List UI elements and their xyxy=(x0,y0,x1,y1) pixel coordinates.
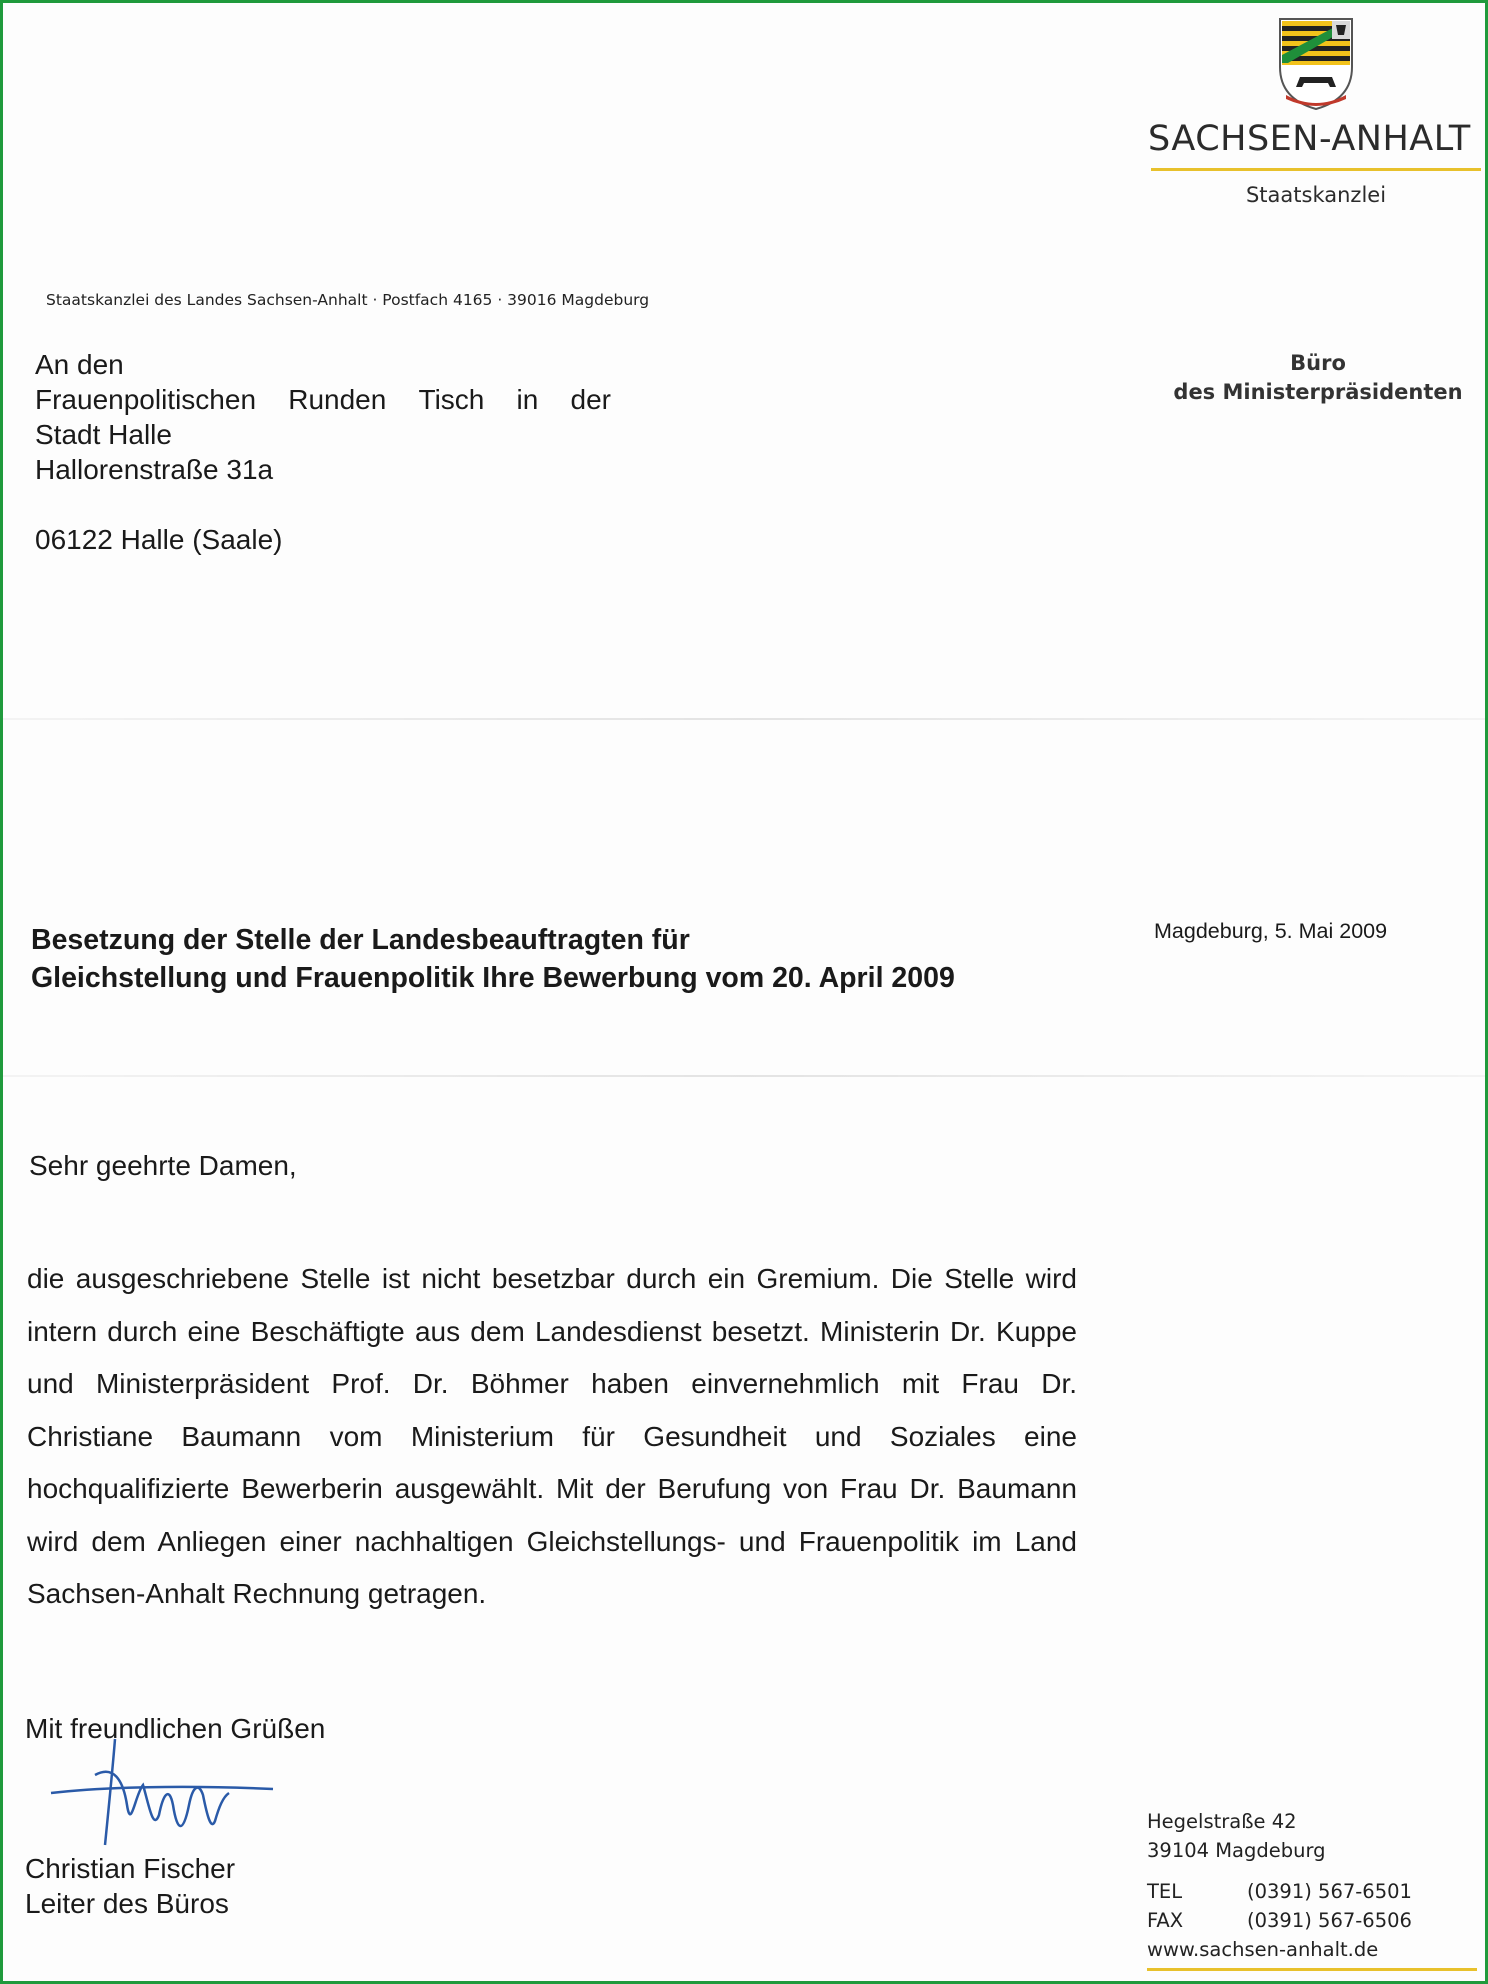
signer-name: Christian Fischer xyxy=(25,1853,236,1884)
tel-value: (0391) 567-6501 xyxy=(1247,1880,1412,1903)
letter-body: die ausgeschriebene Stelle ist nicht besetzbar durch ein Gremium. Die Stelle wird intern durch eine Beschäftigte aus dem Landesdienst besetzt. Ministerin Dr. Kuppe und Ministerpräsident Prof. Dr. Böhmer haben einvernehmlich mit Frau Dr. Christiane Baumann vom Ministerium für Gesundheit und Soziales eine hochqualifizierte Bewerberin ausgewählt. Mit der Berufung von Frau Dr. Baumann wird dem Anliegen einer nachhaltigen Gleichstellungs- und Frauenpolitik im Land Sachsen-Anhalt Rechnung getragen. xyxy=(27,1263,1077,1609)
contact-street: Hegelstraße 42 xyxy=(1147,1810,1297,1833)
closing: Mit freundlichen Grüßen xyxy=(25,1713,326,1744)
recipient-zip-city: 06122 Halle (Saale) xyxy=(35,524,283,555)
department-line: Büro xyxy=(1290,351,1346,375)
subject-line: Gleichstellung und Frauenpolitik Ihre Bewerbung vom 20. April 2009 xyxy=(31,962,955,994)
contact-block xyxy=(1147,1807,1412,1964)
coat-of-arms-icon xyxy=(1276,15,1356,111)
recipient-word: Runden xyxy=(288,384,387,415)
recipient-line: Hallorenstraße 31a xyxy=(35,454,274,485)
brand-name: SACHSEN-ANHALT xyxy=(1148,119,1471,159)
recipient-word: Tisch xyxy=(418,384,485,415)
recipient-line: An den xyxy=(35,349,124,380)
fold-line xyxy=(3,718,1485,720)
recipient-line: Stadt Halle xyxy=(35,419,172,450)
website-link[interactable]: www.sachsen-anhalt.de xyxy=(1147,1938,1379,1961)
brand-subtitle: Staatskanzlei xyxy=(1245,183,1387,207)
letter-date: Magdeburg, 5. Mai 2009 xyxy=(1154,919,1388,943)
signer-block xyxy=(25,1851,235,1921)
contact-fax-row xyxy=(1147,1906,1412,1935)
fold-line xyxy=(3,1075,1485,1077)
fax-value: (0391) 567-6506 xyxy=(1247,1909,1412,1932)
fax-label: FAX xyxy=(1147,1909,1184,1932)
salutation: Sehr geehrte Damen, xyxy=(29,1150,297,1181)
department-line: des Ministerpräsidenten xyxy=(1173,380,1463,404)
subject-line: Besetzung der Stelle der Landesbeauftragten für xyxy=(31,924,690,956)
tel-label: TEL xyxy=(1147,1880,1183,1903)
contact-tel-row xyxy=(1147,1877,1412,1906)
sender-return-address: Staatskanzlei des Landes Sachsen-Anhalt · Postfach 4165 · 39016 Magdeburg xyxy=(46,291,650,309)
recipient-word: in xyxy=(516,384,539,415)
contact-underline xyxy=(1147,1968,1477,1971)
recipient-word: Frauenpolitischen xyxy=(35,384,257,415)
recipient-address xyxy=(35,347,611,557)
handwritten-signature xyxy=(43,1735,283,1865)
recipient-line xyxy=(35,382,611,417)
brand-underline xyxy=(1151,168,1481,171)
department xyxy=(1153,349,1483,407)
recipient-word: der xyxy=(570,384,611,415)
contact-city: 39104 Magdeburg xyxy=(1147,1839,1326,1862)
subject-heading xyxy=(31,921,955,997)
signer-title: Leiter des Büros xyxy=(25,1888,229,1919)
